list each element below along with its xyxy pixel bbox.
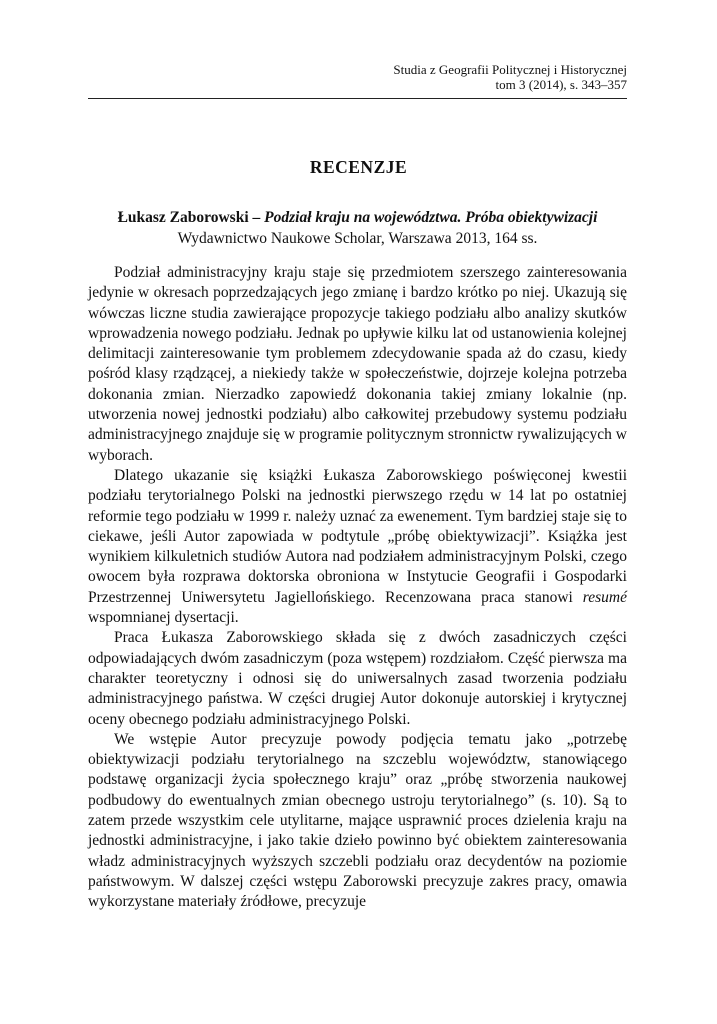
volume-pages: tom 3 (2014), s. 343–357 (495, 77, 627, 92)
section-title: RECENZJE (309, 157, 408, 177)
reviewed-book (88, 207, 627, 249)
emphasis-text: resumé (582, 588, 627, 606)
review-body (88, 263, 627, 913)
book-publisher: Wydawnictwo Naukowe Scholar, Warszawa 2013, 164 ss. (177, 230, 538, 247)
book-author: Łukasz Zaborowski – (117, 209, 261, 226)
paragraph-text: wspomnianej dysertacji. (88, 609, 239, 627)
book-title: Podział kraju na województwa. Próba obiektywizacji (264, 209, 598, 226)
paragraph: Podział administracyjny kraju staje się przedmiotem szerszego zainteresowania jedynie w okresach poprzedzających jego zmianę i bardzo krótko po niej. Ukazują się wówczas liczne studia zawierające propozycje takiego podziału albo analizy skutków wprowadzenia nowego podziału. Jednak po upływie kilku lat od ustanowienia kolejnej delimitacji zainteresowanie tym problemem zdecydowanie spada aż do czasu, kiedy pośród klasy rządzącej, a niekiedy także w społeczeństwie, dojrzeje kolejna potrzeba dokonania zmian. Nierzadko zapowiedź dokonania takiej zmiany lokalnie (np. utworzenia nowej jednostki podziału) albo całkowitej przebudowy systemu podziału administracyjnego znajduje się w programie politycznym stronnictw rywalizujących w wyborach. (88, 264, 627, 464)
paragraph: Praca Łukasza Zaborowskiego składa się z dwóch zasadniczych części odpowiadających dwóm zasadniczym (poza wstępem) rozdziałom. Część pierwsza ma charakter teoretyczny i odnosi się do uniwersalnych zasad tworzenia podziału administracyjnego państwa. W części drugiej Autor dokonuje autorskiej i krytycznej oceny obecnego podziału administracyjnego Polski. (88, 629, 627, 728)
book-citation (88, 207, 627, 228)
header-rule (88, 98, 627, 99)
paragraph (88, 466, 627, 628)
paragraph: We wstępie Autor precyzuje powody podjęcia tematu jako „potrzebę obiektywizacji podziału terytorialnego na szczeblu województw, stanowiącego podstawę organizacji życia społecznego kraju” oraz „próbę stworzenia naukowej podbudowy do ewentualnych zmian obecnego ustroju terytorialnego” (s. 10). Są to zatem przede wszystkim cele utylitarne, mające usprawnić proces dzielenia kraju na jednostki administracyjne, i jako takie dzieło powinno być obiektem zainteresowania władz administracyjnych wyższych szczebli podziału oraz decydentów na poziomie państwowym. W dalszej części wstępu Zaborowski precyzuje zakres pracy, omawia wykorzystane materiały źródłowe, precyzuje (88, 730, 627, 911)
paragraph-text: Dlatego ukazanie się książki Łukasza Zaborowskiego poświęconej kwestii podziału terytorialnego Polski na jednostki pierwszego rzędu w 14 lat po ostatniej reformie tego podziału w 1999 r. należy uznać za ewenement. Tym bardziej staje się to ciekawe, jeśli Autor zapowiada w podtytule „próbę obiektywizacji”. Książka jest wynikiem kilkuletnich studiów Autora nad podziałem administracyjnym Polski, czego owocem była rozprawa doktorska obroniona w Instytucie Geografii i Gospodarki Przestrzennej Uniwersytetu Jagiellońskiego. Recenzowana praca stanowi (88, 466, 627, 606)
running-header (393, 62, 627, 92)
journal-name: Studia z Geografii Politycznej i Historycznej (393, 62, 627, 77)
